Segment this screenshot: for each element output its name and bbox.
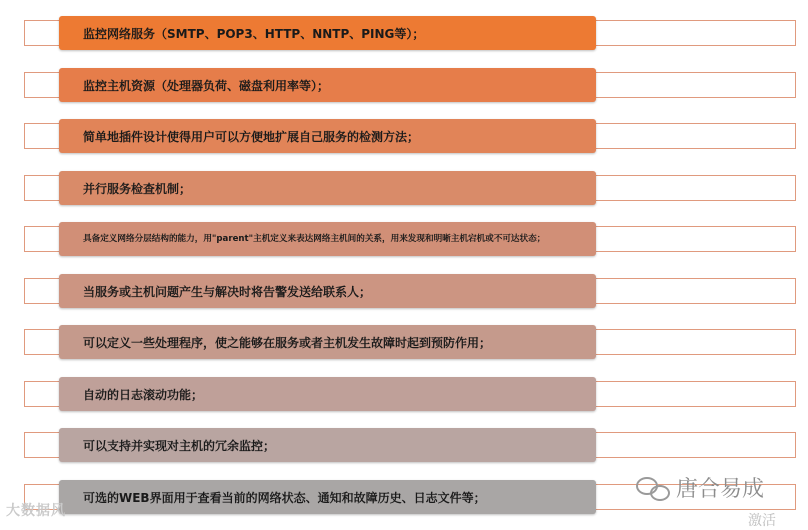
feature-box bbox=[59, 325, 596, 359]
feature-box bbox=[59, 119, 596, 153]
feature-text: 当服务或主机问题产生与解决时将告警发送给联系人； bbox=[83, 284, 372, 299]
feature-text: 可以支持并实现对主机的冗余监控； bbox=[83, 438, 276, 453]
watermark-bottom: 激活 bbox=[748, 513, 776, 529]
feature-box bbox=[59, 428, 596, 462]
feature-box bbox=[59, 16, 596, 50]
watermark-left: 大数据风 bbox=[6, 503, 66, 519]
feature-text: 自动的日志滚动功能； bbox=[83, 387, 204, 402]
feature-text: 具备定义网络分层结构的能力，用"parent"主机定义来表达网络主机间的关系，用来发现和明晰主机宕机或不可达状态； bbox=[83, 233, 546, 244]
feature-text: 简单地插件设计使得用户可以方便地扩展自己服务的检测方法； bbox=[83, 129, 420, 144]
feature-box bbox=[59, 480, 596, 514]
watermark-right bbox=[636, 472, 764, 503]
watermark-brand-text: 唐合易成 bbox=[676, 477, 765, 502]
feature-text: 可以定义一些处理程序，使之能够在服务或者主机发生故障时起到预防作用； bbox=[83, 335, 492, 350]
feature-box bbox=[59, 171, 596, 205]
feature-text: 并行服务检查机制； bbox=[83, 181, 192, 196]
feature-box bbox=[59, 68, 596, 102]
feature-box bbox=[59, 274, 596, 308]
feature-box bbox=[59, 377, 596, 411]
feature-text: 监控网络服务（SMTP、POP3、HTTP、NNTP、PING等）； bbox=[83, 26, 425, 41]
feature-text: 可选的WEB界面用于查看当前的网络状态、通知和故障历史、日志文件等； bbox=[83, 490, 486, 505]
feature-text: 监控主机资源（处理器负荷、磁盘利用率等）； bbox=[83, 78, 330, 93]
wechat-icon bbox=[636, 475, 670, 501]
feature-box bbox=[59, 222, 596, 256]
